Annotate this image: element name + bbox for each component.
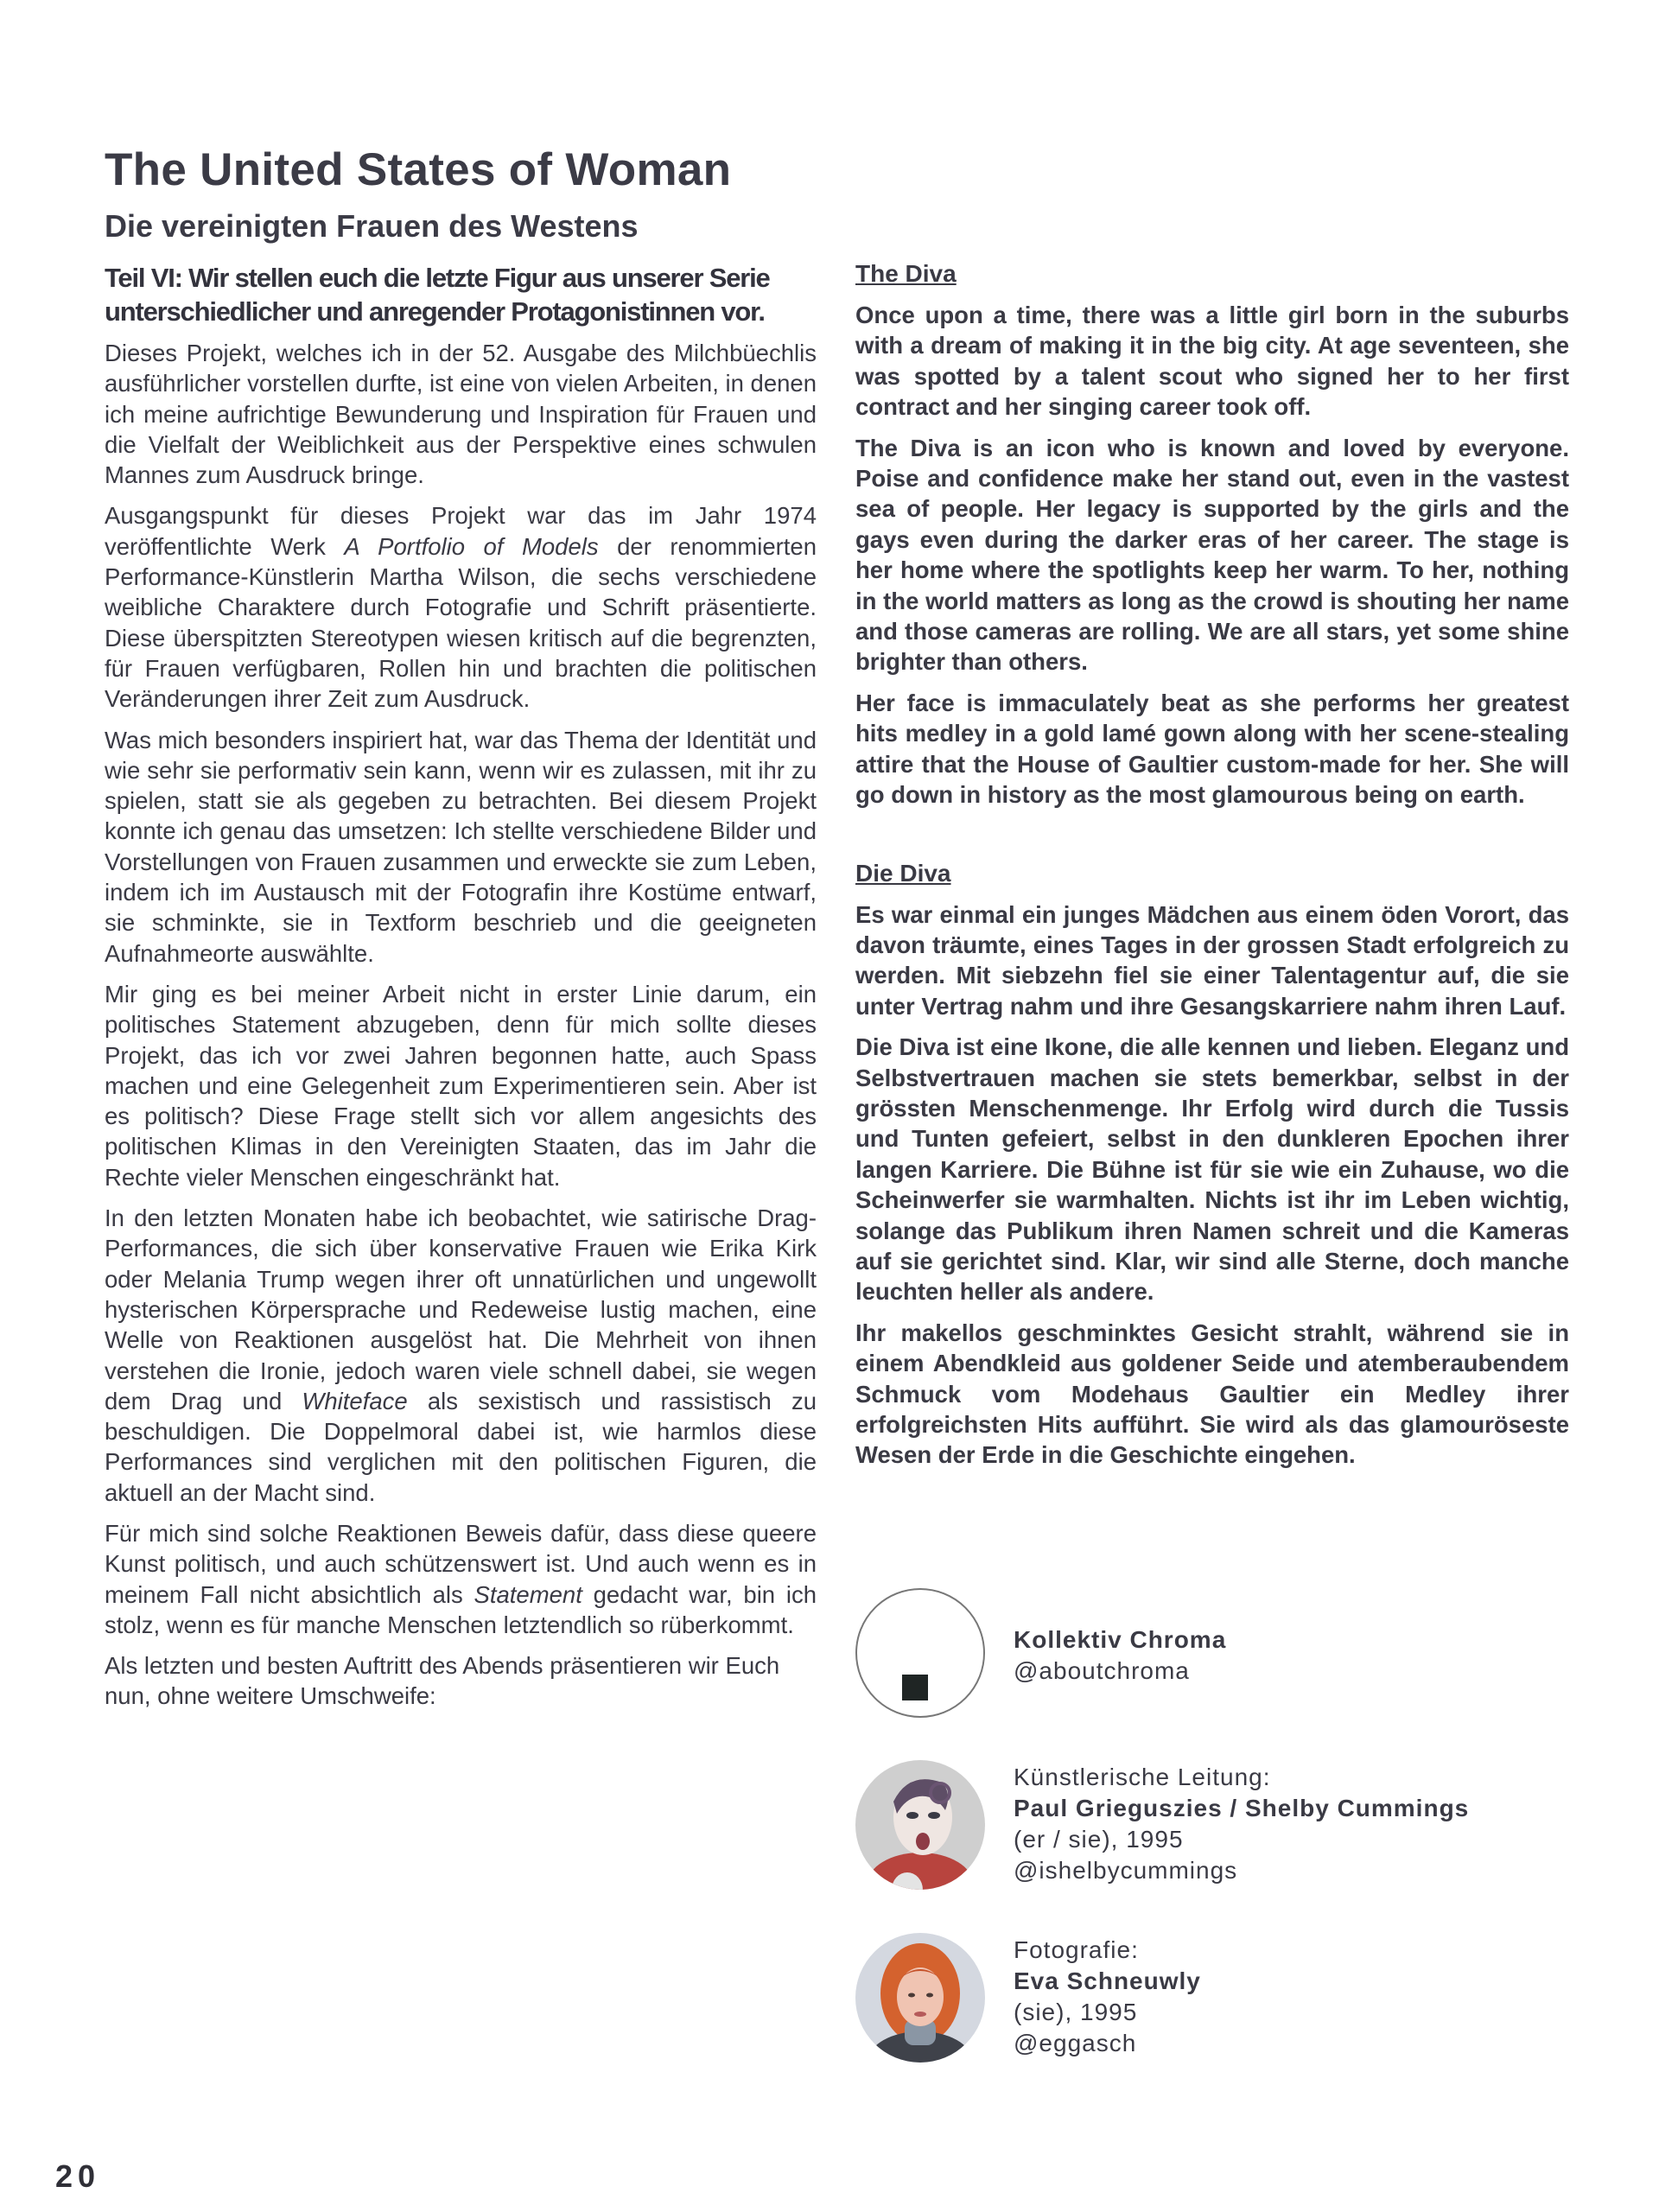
page-number: 20: [55, 2158, 101, 2194]
credit-collective: [855, 1588, 1581, 1726]
credit-handle: @aboutchroma: [1014, 1657, 1190, 1684]
italic-term: Whiteface: [302, 1387, 408, 1414]
body-paragraph-4: Mir ging es bei meiner Arbeit nicht in erster Linie darum, ein politisches Statement abzugeben, denn für mich sollte dieses Projekt, das ich vor zwei Jahren begonnen hatte, auch Spass machen und eine Gelegenheit zum Experimentieren sein. Aber ist es politisch? Diese Frage stellt sich vor allem angesichts des politischen Klimas in den Vereinigten Staaten, das im Jahr die Rechte vieler Menschen eingeschränkt hat.: [105, 980, 817, 1191]
logo-square-icon: [902, 1675, 928, 1700]
diva-paragraph-de-2: Die Diva ist eine Ikone, die alle kennen und lieben. Eleganz und Selbstvertrauen machen sie stets bemerkbar, selbst in der grössten Menschenmenge. Ihr Erfolg wird durch die Tussis und Tunten gefeiert, selbst in den dunkleren Epochen ihrer langen Karriere. Die Bühne ist für sie wie ein Zuhause, wo die Scheinwerfer sie warmhalten. Nichts ist ihr im Leben wichtig, solange das Publikum ihren Namen schreit und die Kameras auf sie gerichtet sind. Klar, wir sind alle Sterne, doch manche leuchten heller als andere.: [855, 1033, 1569, 1306]
credit-info: [1014, 1624, 1226, 1687]
credit-name: Paul Grieguszies / Shelby Cummings: [1014, 1795, 1470, 1821]
diva-paragraph-en-1: Once upon a time, there was a little girl born in the suburbs with a dream of making it in the big city. At age seventeen, she was spotted by a talent scout who signed her to her first contract and her singing career took off.: [855, 302, 1569, 421]
avatar-photo: [855, 1760, 985, 1890]
credit-info: [1014, 1935, 1201, 2059]
page-title: The United States of Woman: [105, 144, 732, 195]
lead-paragraph: Teil VI: Wir stellen euch die letzte Figur aus unserer Serie unterschiedlicher und anregender Protagonistinnen vor.: [105, 263, 770, 327]
left-column: [105, 261, 817, 1722]
credit-photo: [855, 1933, 1581, 2071]
credit-name: Kollektiv Chroma: [1014, 1626, 1227, 1653]
section-heading-de: Die Diva: [855, 859, 951, 887]
credit-name: Eva Schneuwly: [1014, 1967, 1201, 1994]
diva-paragraph-en-2: The Diva is an icon who is known and loved by everyone. Poise and confidence make her stand out, even in the vastest sea of people. Her legacy is supported by the girls and the gays even during the darker eras of her career. The stage is her home where the spotlights keep her warm. To her, nothing in the world matters as long as the crowd is shouting her name and those cameras are rolling. We are all stars, yet some shine brighter than others.: [855, 434, 1569, 676]
avatar-photo: [855, 1933, 985, 2063]
body-paragraph-2: Ausgangspunkt für dieses Projekt war das im Jahr 1974 veröffentlichte Werk A Portfolio of Models der renommierten Performance-Künstlerin Martha Wilson, die sechs verschiedene weibliche Charaktere durch Fotografie und Schrift präsentierte. Diese überspitzten Stereotypen wiesen kritisch auf die begrenzten, für Frauen verfügbaren, Rollen hin und brachten die politischen Veränderungen ihrer Zeit zum Ausdruck.: [105, 502, 817, 713]
right-column: [855, 259, 1569, 1481]
body-paragraph-7: Als letzten und besten Auftritt des Abends präsentieren wir Euch nun, ohne weitere Umschweife:: [105, 1652, 780, 1710]
italic-term: Statement: [474, 1580, 582, 1608]
credit-direction: [855, 1760, 1581, 1898]
credit-meta: (er / sie), 1995: [1014, 1826, 1184, 1853]
credit-handle: @eggasch: [1014, 2030, 1137, 2056]
credit-role: Künstlerische Leitung:: [1014, 1764, 1271, 1790]
chroma-logo: [855, 1588, 985, 1718]
credit-handle: @ishelbycummings: [1014, 1857, 1238, 1884]
credit-meta: (sie), 1995: [1014, 1999, 1138, 2025]
body-paragraph-3: Was mich besonders inspiriert hat, war das Thema der Identität und wie sehr sie performativ sein kann, wenn wir es zulassen, mit ihr zu spielen, statt sie als gegeben zu betrachten. Bei diesem Projekt konnte ich genau das umsetzen: Ich stellte verschiedene Bilder und Vorstellungen von Frauen zusammen und erweckte sie zum Leben, indem ich im Austausch mit der Fotografin ihre Kostüme entwarf, sie schminkte, sie in Textform beschrieb und die geeigneten Aufnahmeorte auswählte.: [105, 726, 817, 967]
body-paragraph-1: Dieses Projekt, welches ich in der 52. Ausgabe des Milchbüechlis ausführlicher vorstellen durfte, ist eine von vielen Arbeiten, in denen ich meine aufrichtige Bewunderung und Inspiration für Frauen und die Vielfalt der Weiblichkeit aus der Perspektive eines schwulen Mannes zum Ausdruck bringe.: [105, 340, 817, 489]
diva-paragraph-de-3: Ihr makellos geschminktes Gesicht strahlt, während sie in einem Abendkleid aus goldener Seide und atemberaubendem Schmuck vom Modehaus Gaultier ein Medley ihrer erfolgreichsten Hits aufführt. Sie wird als das glamouröseste Wesen der Erde in die Geschichte eingehen.: [855, 1319, 1569, 1469]
diva-paragraph-de-1: Es war einmal ein junges Mädchen aus einem öden Vorort, das davon träumte, eines Tages in der grossen Stadt erfolgreich zu werden. Mit siebzehn fiel sie einer Talentagentur auf, die sie unter Vertrag nahm und ihre Gesangskarriere nahm ihren Lauf.: [855, 900, 1569, 1020]
page-subtitle: Die vereinigten Frauen des Westens: [105, 208, 639, 244]
credit-role: Fotografie:: [1014, 1936, 1139, 1963]
section-heading-en: The Diva: [855, 260, 957, 287]
diva-paragraph-en-3: Her face is immaculately beat as she performs her greatest hits medley in a gold lamé gown along with her scene-stealing attire that the House of Gaultier custom-made for her. She will go down in history as the most glamourous being on earth.: [855, 689, 1569, 809]
italic-title: A Portfolio of Models: [344, 532, 599, 560]
credit-info: [1014, 1762, 1469, 1886]
body-paragraph-6: Für mich sind solche Reaktionen Beweis dafür, dass diese queere Kunst politisch, und auch schützenswert ist. Und auch wenn es in meinem Fall nicht absichtlich als Statement gedacht war, bin ich stolz, wenn es für manche Menschen letztendlich so rüberkommt.: [105, 1519, 817, 1638]
body-paragraph-5: In den letzten Monaten habe ich beobachtet, wie satirische Drag-Performances, die sich über konservative Frauen wie Erika Kirk oder Melania Trump wegen ihrer oft unnatürlichen und ungewollt hysterischen Körpersprache und Redeweise lustig machen, eine Welle von Reaktionen ausgelöst hat. Die Mehrheit von ihnen verstehen die Ironie, jedoch waren viele schnell dabei, sie wegen dem Drag und Whiteface als sexistisch und rassistisch zu beschuldigen. Die Doppelmoral dabei ist, wie harmlos diese Performances sind verglichen mit den politischen Figuren, die aktuell an der Macht sind.: [105, 1205, 817, 1506]
section-spacer: [855, 821, 1569, 859]
